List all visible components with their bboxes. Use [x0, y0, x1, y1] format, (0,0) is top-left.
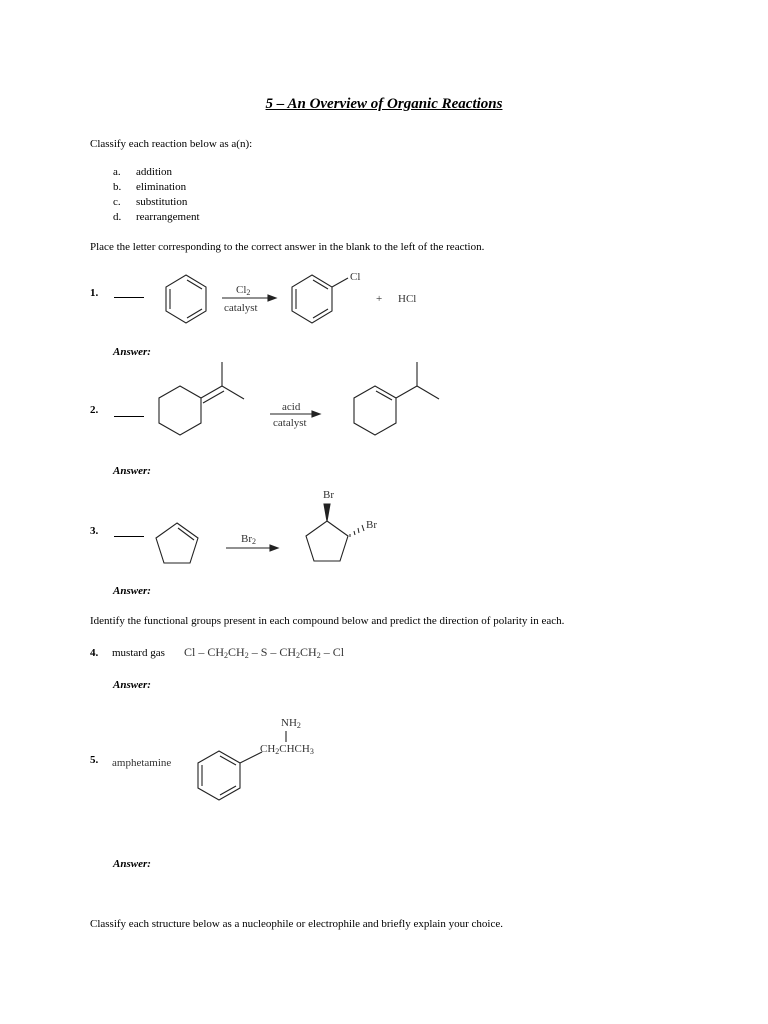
q1-number: 1. — [90, 287, 99, 299]
q5-benzene-ring — [198, 751, 262, 800]
q3-number: 3. — [90, 525, 99, 537]
section3-instruction: Classify each structure below as a nucleophile or electrophile and briefly explain your choice. — [90, 918, 503, 930]
q3-dibromocyclopentane-product — [306, 521, 348, 561]
q2-reaction-arrow — [270, 411, 320, 417]
q3-wedge-bond — [324, 504, 330, 521]
page-title: 5 – An Overview of Organic Reactions — [265, 96, 503, 112]
q3-reaction-arrow — [226, 545, 278, 551]
q4-number: 4. — [90, 647, 99, 659]
q3-reagent-br2: $Br_2$ — [241, 533, 256, 546]
option-text-a: addition — [136, 166, 173, 178]
q2-number: 2. — [90, 404, 99, 416]
q3-product-br-side: Br — [366, 519, 377, 531]
q1-plus-sign: + — [376, 293, 383, 305]
q2-reagent-acid: acid — [282, 401, 301, 413]
q1-reagent-catalyst: catalyst — [224, 302, 258, 314]
q3-cyclopentene-reactant — [156, 523, 198, 563]
option-letter-b: b. — [113, 181, 122, 193]
option-text-d: rearrangement — [136, 211, 200, 223]
option-letter-a: a. — [113, 166, 121, 178]
q3-hash-bond — [350, 525, 364, 537]
option-text-c: substitution — [136, 196, 188, 208]
q2-alkene-reactant — [159, 362, 244, 435]
option-letter-c: c. — [113, 196, 121, 208]
q4-answer-label: Answer: — [113, 679, 151, 691]
q1-chlorobenzene-product — [292, 275, 348, 323]
q1-reaction-arrow — [222, 295, 276, 301]
q3-product-br-top: Br — [323, 489, 334, 501]
q1-byproduct-hcl: HCl — [398, 293, 417, 305]
q2-cyclohexene-product — [354, 362, 439, 435]
instruction-text: Place the letter corresponding to the correct answer in the blank to the left of the reaction. — [90, 241, 485, 253]
intro-text: Classify each reaction below as a(n): — [90, 138, 253, 150]
q2-answer-label: Answer: — [113, 465, 151, 477]
section2-instruction: Identify the functional groups present in each compound below and predict the direction of polarity in each. — [90, 615, 565, 627]
option-letter-d: d. — [113, 211, 122, 223]
option-text-b: elimination — [136, 181, 187, 193]
q1-reagent-cl2: $Cl_2$ — [236, 284, 251, 297]
q4-compound-name: mustard gas — [112, 647, 165, 659]
q4-formula: Cl – $CH_2CH_2$ – S – $CH_2CH_2$ – Cl — [184, 645, 345, 660]
q1-benzene-reactant — [166, 275, 206, 323]
q1-answer-label: Answer: — [113, 346, 151, 358]
q3-answer-label: Answer: — [113, 585, 151, 597]
q5-compound-name: amphetamine — [112, 757, 172, 769]
q1-product-cl: Cl — [350, 271, 361, 283]
q5-answer-label: Answer: — [113, 858, 151, 870]
q5-nh2-label: $NH_2$ — [281, 717, 301, 730]
q5-chain-label: $CH_2CHCH_3$ — [260, 743, 314, 756]
q2-reagent-catalyst: catalyst — [273, 417, 307, 429]
q5-number: 5. — [90, 754, 99, 766]
